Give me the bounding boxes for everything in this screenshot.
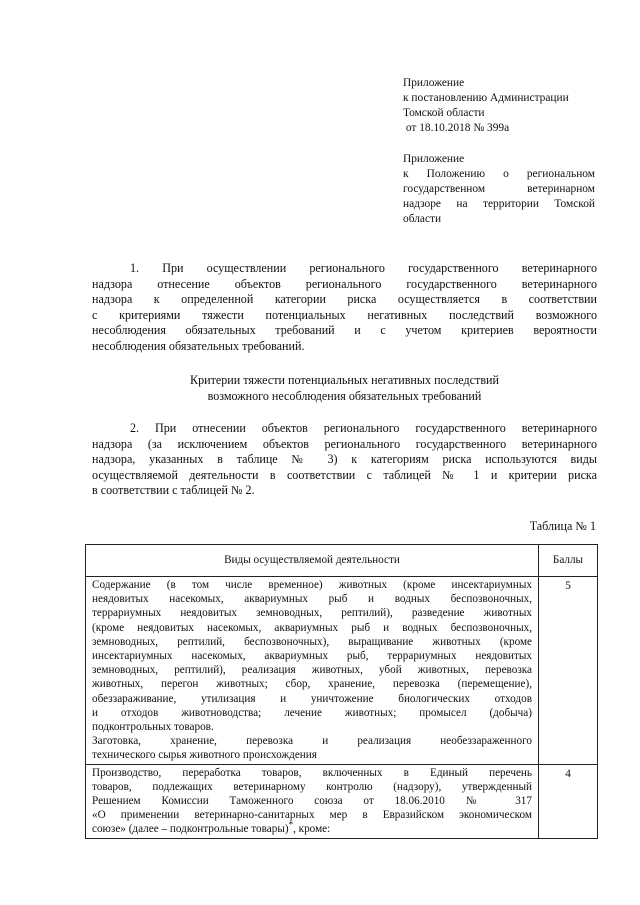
paragraph-line: надзора, указанных в таблице № 3) к категориям риска используются виды <box>92 452 597 467</box>
approval-line: Приложение <box>403 77 465 89</box>
paragraph-line: 1. При осуществлении регионального государственного ветеринарного <box>130 261 597 275</box>
paragraph-1 <box>92 261 597 355</box>
approval-line: к постановлению Администрации <box>403 92 569 104</box>
cell-line: Производство, переработка товаров, включенных в Единый перечень <box>92 766 532 779</box>
paragraph-line: с критериями тяжести потенциальных негативных последствий возможного <box>92 307 597 322</box>
activity-points-table <box>85 544 598 839</box>
cell-line: технического сырья животного происхождения <box>92 749 317 762</box>
paragraph-line: несоблюдения обязательных требований. <box>92 338 305 353</box>
header-activity: Виды осуществляемой деятельности <box>86 545 539 577</box>
cell-line <box>92 819 532 836</box>
section-title-line: Критерии тяжести потенциальных негативных последствий <box>190 373 499 387</box>
section-title <box>92 373 597 404</box>
cell-line: и отходов животноводства; лечение животных; промысел (добыча) <box>92 706 532 719</box>
cell-line: животных, перегон животных; сбор, хранение, перевозка (перемещение), <box>92 678 532 691</box>
footnote-mark: * <box>288 819 294 830</box>
paragraph-line: надзора отнесение объектов регионального государственного ветеринарного <box>92 276 597 291</box>
paragraph-line: несоблюдения обязательных требований и с учетом критериев вероятности <box>92 323 597 338</box>
table-header-row <box>86 545 598 577</box>
paragraph-2 <box>92 421 597 499</box>
cell-line: террариумных неядовитых земноводных, рептилий), разведение животных <box>92 607 532 620</box>
cell-line: Содержание (в том числе временное) животных (кроме инсектариумных <box>92 579 532 591</box>
approval-line: надзоре на территории Томской <box>403 198 595 210</box>
cell-line: земноводных, рептилий), реализация животных, убой животных, перевозка <box>92 664 532 677</box>
cell-line: неядовитых насекомых, аквариумных рыб и водных беспозвоночных, <box>92 593 532 606</box>
paragraph-line: надзора к определенной категории риска осуществляется в соответствии <box>92 292 597 307</box>
approval-line: Приложение <box>403 153 465 165</box>
cell-text: , кроме: <box>293 823 331 836</box>
cell-line: подконтрольных товаров. <box>92 721 214 734</box>
points-cell: 5 <box>539 577 598 765</box>
approval-line: от 18.10.2018 № 399а <box>403 122 510 134</box>
cell-line: товаров, подлежащих ветеринарному контролю (надзору), утвержденный <box>92 780 532 793</box>
cell-line: Решением Комиссии Таможенного союза от 18.06.2010 № 317 <box>92 795 532 808</box>
approval-line: государственном ветеринарном <box>403 183 595 195</box>
paragraph-line: надзора (за исключением объектов регионального государственного ветеринарного <box>92 436 597 451</box>
section-title-line: возможного несоблюдения обязательных требований <box>207 388 482 403</box>
header-points: Баллы <box>539 545 598 577</box>
approval-line: области <box>403 213 442 225</box>
approval-stamp <box>403 76 595 227</box>
activity-cell <box>86 577 539 765</box>
cell-text: союзе» (далее – подконтрольные товары) <box>92 823 289 836</box>
cell-line: «О применении ветеринарно-санитарных мер в Евразийском экономическом <box>92 809 532 822</box>
cell-line: Заготовка, хранение, перевозка и реализация необеззараженного <box>92 735 532 748</box>
table-row <box>86 577 598 765</box>
cell-line: обеззараживание, утилизация и уничтожение биологических отходов <box>92 692 532 705</box>
points-cell: 4 <box>539 764 598 838</box>
cell-line: земноводных, рептилий, беспозвоночных), выращивание животных (кроме <box>92 635 532 648</box>
cell-line: (кроме неядовитых насекомых, аквариумных рыб и водных беспозвоночных, <box>92 621 532 634</box>
paragraph-line: 2. При отнесении объектов регионального государственного ветеринарного <box>130 421 597 435</box>
table-row <box>86 764 598 838</box>
paragraph-line: в соответствии с таблицей № 2. <box>92 483 255 498</box>
approval-line: Томской области <box>403 107 485 119</box>
paragraph-line: осуществляемой деятельности в соответствии с таблицей № 1 и критерии риска <box>92 467 597 482</box>
activity-cell <box>86 764 539 838</box>
approval-line: к Положению о региональном <box>403 168 595 180</box>
table-label: Таблица № 1 <box>529 519 596 533</box>
cell-line: инсектариумных насекомых, аквариумных рыб, террариумных неядовитых <box>92 650 532 663</box>
